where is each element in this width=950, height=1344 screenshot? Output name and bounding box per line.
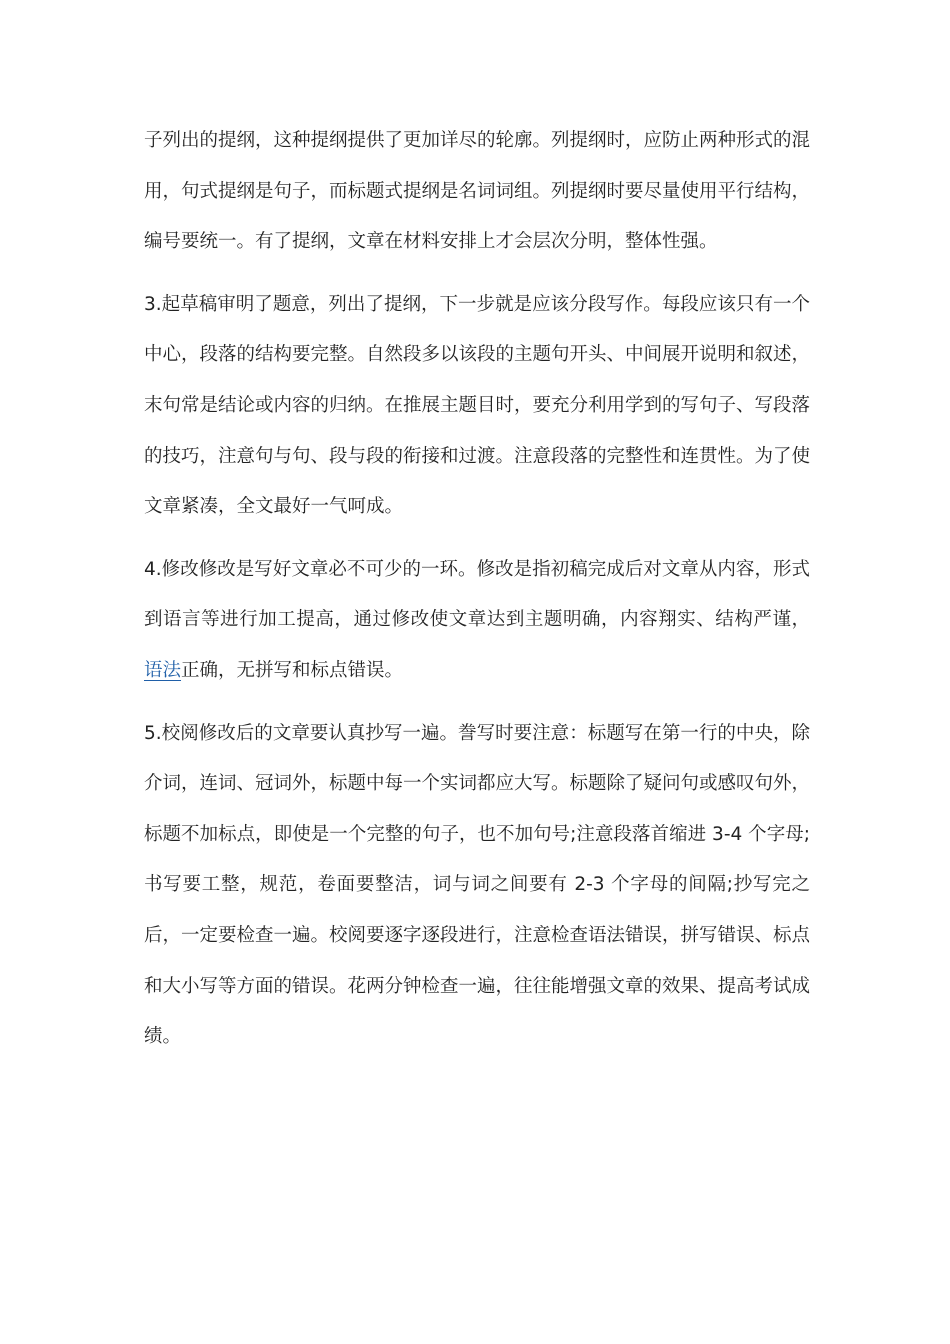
paragraph-revision — [144, 545, 810, 697]
grammar-link[interactable]: 语法 — [144, 659, 182, 681]
document-body — [144, 116, 810, 1075]
paragraph-proofreading: 5.校阅修改后的文章要认真抄写一遍。誊写时要注意：标题写在第一行的中央，除介词，连词、冠词外，标题中每一个实词都应大写。标题除了疑问句或感叹句外，标题不加标点，即使是一个完整的句子，也不加句号;注意段落首缩进 3-4 个字母;书写要工整，规范，卷面要整洁，词与词之间要有 2-3 个字母的间隔;抄写完之后，一定要检查一遍。校阅要逐字逐段进行，注意检查语法错误，拼写错误、标点和大小写等方面的错误。花两分钟检查一遍，往往能增强文章的效果、提高考试成绩。 — [144, 722, 811, 1048]
paragraph-revision-text-before: 4.修改修改是写好文章必不可少的一环。修改是指初稿完成后对文章从内容，形式到语言等进行加工提高，通过修改使文章达到主题明确，内容翔实、结构严谨， — [144, 558, 810, 631]
paragraph-revision-text-after: 正确，无拼写和标点错误。 — [181, 659, 404, 681]
paragraph-drafting: 3.起草稿审明了题意，列出了提纲，下一步就是应该分段写作。每段应该只有一个中心，段落的结构要完整。自然段多以该段的主题句开头、中间展开说明和叙述，末句常是结论或内容的归纳。在推展主题目时，要充分利用学到的写句子、写段落的技巧，注意句与句、段与段的衔接和过渡。注意段落的完整性和连贯性。为了使文章紧凑，全文最好一气呵成。 — [144, 293, 811, 518]
paragraph-outline-continuation: 子列出的提纲，这种提纲提供了更加详尽的轮廓。列提纲时，应防止两种形式的混用，句式提纲是句子，而标题式提纲是名词词组。列提纲时要尽量使用平行结构，编号要统一。有了提纲，文章在材料安排上才会层次分明，整体性强。 — [144, 130, 811, 253]
